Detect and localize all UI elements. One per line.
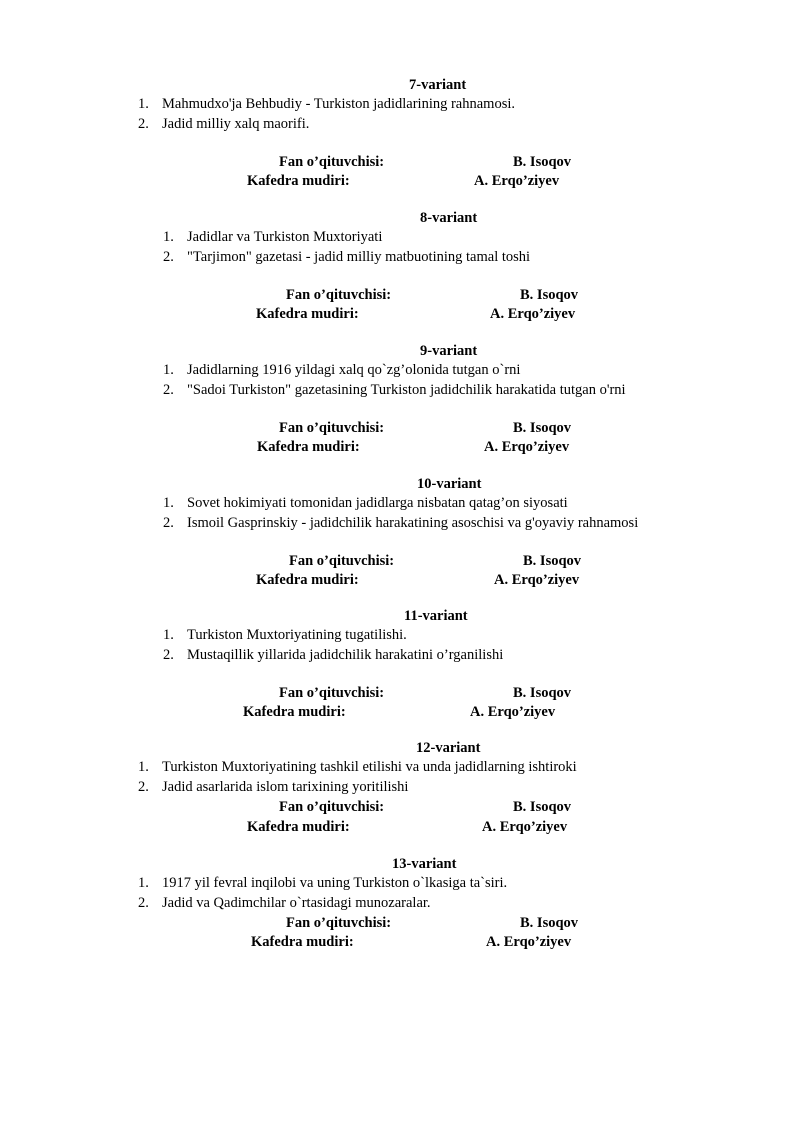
head-label: Kafedra mudiri: <box>251 934 354 950</box>
variant-title: 8-variant <box>420 210 478 226</box>
list-item <box>138 758 577 777</box>
teacher-name: B. Isoqov <box>523 553 582 569</box>
item-number: 1. <box>163 229 174 245</box>
item-number: 2. <box>163 515 174 531</box>
teacher-name: B. Isoqov <box>513 685 572 701</box>
teacher-label: Fan o’qituvchisi: <box>286 915 392 931</box>
item-text: Mahmudxo'ja Behbudiy - Turkiston jadidlarining rahnamosi. <box>162 96 516 112</box>
item-number: 1. <box>163 627 174 643</box>
teacher-label: Fan o’qituvchisi: <box>279 799 385 815</box>
teacher-name: B. Isoqov <box>513 420 572 436</box>
head-name: A. Erqo’ziyev <box>474 173 560 189</box>
item-number: 2. <box>138 779 149 795</box>
item-number: 2. <box>138 116 149 132</box>
head-name: A. Erqo’ziyev <box>470 704 556 720</box>
head-name: A. Erqo’ziyev <box>494 572 580 588</box>
item-text: Turkiston Muxtoriyatining tugatilishi. <box>187 627 407 643</box>
head-label: Kafedra mudiri: <box>247 173 350 189</box>
list-item <box>163 646 503 665</box>
item-text: Jadidlarning 1916 yildagi xalq qo`zg’olonida tutgan o`rni <box>187 362 521 378</box>
teacher-label: Fan o’qituvchisi: <box>279 420 385 436</box>
item-text: Ismoil Gasprinskiy - jadidchilik harakatining asoschisi va g'oyaviy rahnamosi <box>187 515 639 531</box>
list-item <box>138 95 515 114</box>
item-number: 1. <box>163 362 174 378</box>
teacher-name: B. Isoqov <box>520 287 579 303</box>
head-label: Kafedra mudiri: <box>243 704 346 720</box>
list-item <box>163 494 568 513</box>
teacher-name: B. Isoqov <box>520 915 579 931</box>
item-text: Turkiston Muxtoriyatining tashkil etilishi va unda jadidlarning ishtiroki <box>162 759 577 775</box>
head-name: A. Erqo’ziyev <box>484 439 570 455</box>
teacher-name: B. Isoqov <box>513 799 572 815</box>
list-item <box>163 361 520 380</box>
item-number: 1. <box>138 759 149 775</box>
variant-title: 12-variant <box>416 740 481 756</box>
list-item <box>138 874 507 893</box>
head-label: Kafedra mudiri: <box>257 439 360 455</box>
list-item <box>163 626 407 645</box>
item-text: Jadid milliy xalq maorifi. <box>162 116 310 132</box>
item-text: Jadidlar va Turkiston Muxtoriyati <box>187 229 383 245</box>
item-number: 1. <box>163 495 174 511</box>
variant-title: 11-variant <box>404 608 468 624</box>
teacher-label: Fan o’qituvchisi: <box>289 553 395 569</box>
item-number: 2. <box>138 895 149 911</box>
list-item <box>163 248 530 267</box>
list-item <box>163 228 382 247</box>
teacher-name: B. Isoqov <box>513 154 572 170</box>
variant-title: 7-variant <box>409 77 467 93</box>
variant-title: 10-variant <box>417 476 482 492</box>
list-item <box>138 115 309 134</box>
item-text: Sovet hokimiyati tomonidan jadidlarga nisbatan qatag’on siyosati <box>187 495 568 511</box>
item-text: "Tarjimon" gazetasi - jadid milliy matbuotining tamal toshi <box>187 249 531 265</box>
head-label: Kafedra mudiri: <box>247 819 350 835</box>
teacher-label: Fan o’qituvchisi: <box>286 287 392 303</box>
teacher-label: Fan o’qituvchisi: <box>279 154 385 170</box>
list-item <box>138 894 431 913</box>
head-label: Kafedra mudiri: <box>256 572 359 588</box>
item-text: Jadid va Qadimchilar o`rtasidagi munozaralar. <box>162 895 431 911</box>
head-name: A. Erqo’ziyev <box>486 934 572 950</box>
teacher-label: Fan o’qituvchisi: <box>279 685 385 701</box>
list-item <box>163 381 626 400</box>
head-name: A. Erqo’ziyev <box>482 819 568 835</box>
item-number: 1. <box>138 96 149 112</box>
list-item <box>163 514 638 533</box>
item-text: "Sadoi Turkiston" gazetasining Turkiston jadidchilik harakatida tutgan o'rni <box>187 382 626 398</box>
item-number: 2. <box>163 647 174 663</box>
item-number: 2. <box>163 382 174 398</box>
item-text: 1917 yil fevral inqilobi va uning Turkiston o`lkasiga ta`siri. <box>162 875 508 891</box>
item-number: 1. <box>138 875 149 891</box>
item-number: 2. <box>163 249 174 265</box>
head-name: A. Erqo’ziyev <box>490 306 576 322</box>
head-label: Kafedra mudiri: <box>256 306 359 322</box>
variant-title: 9-variant <box>420 343 478 359</box>
item-text: Jadid asarlarida islom tarixining yoritilishi <box>162 779 409 795</box>
item-text: Mustaqillik yillarida jadidchilik harakatini o’rganilishi <box>187 647 504 663</box>
variant-title: 13-variant <box>392 856 457 872</box>
list-item <box>138 778 408 797</box>
